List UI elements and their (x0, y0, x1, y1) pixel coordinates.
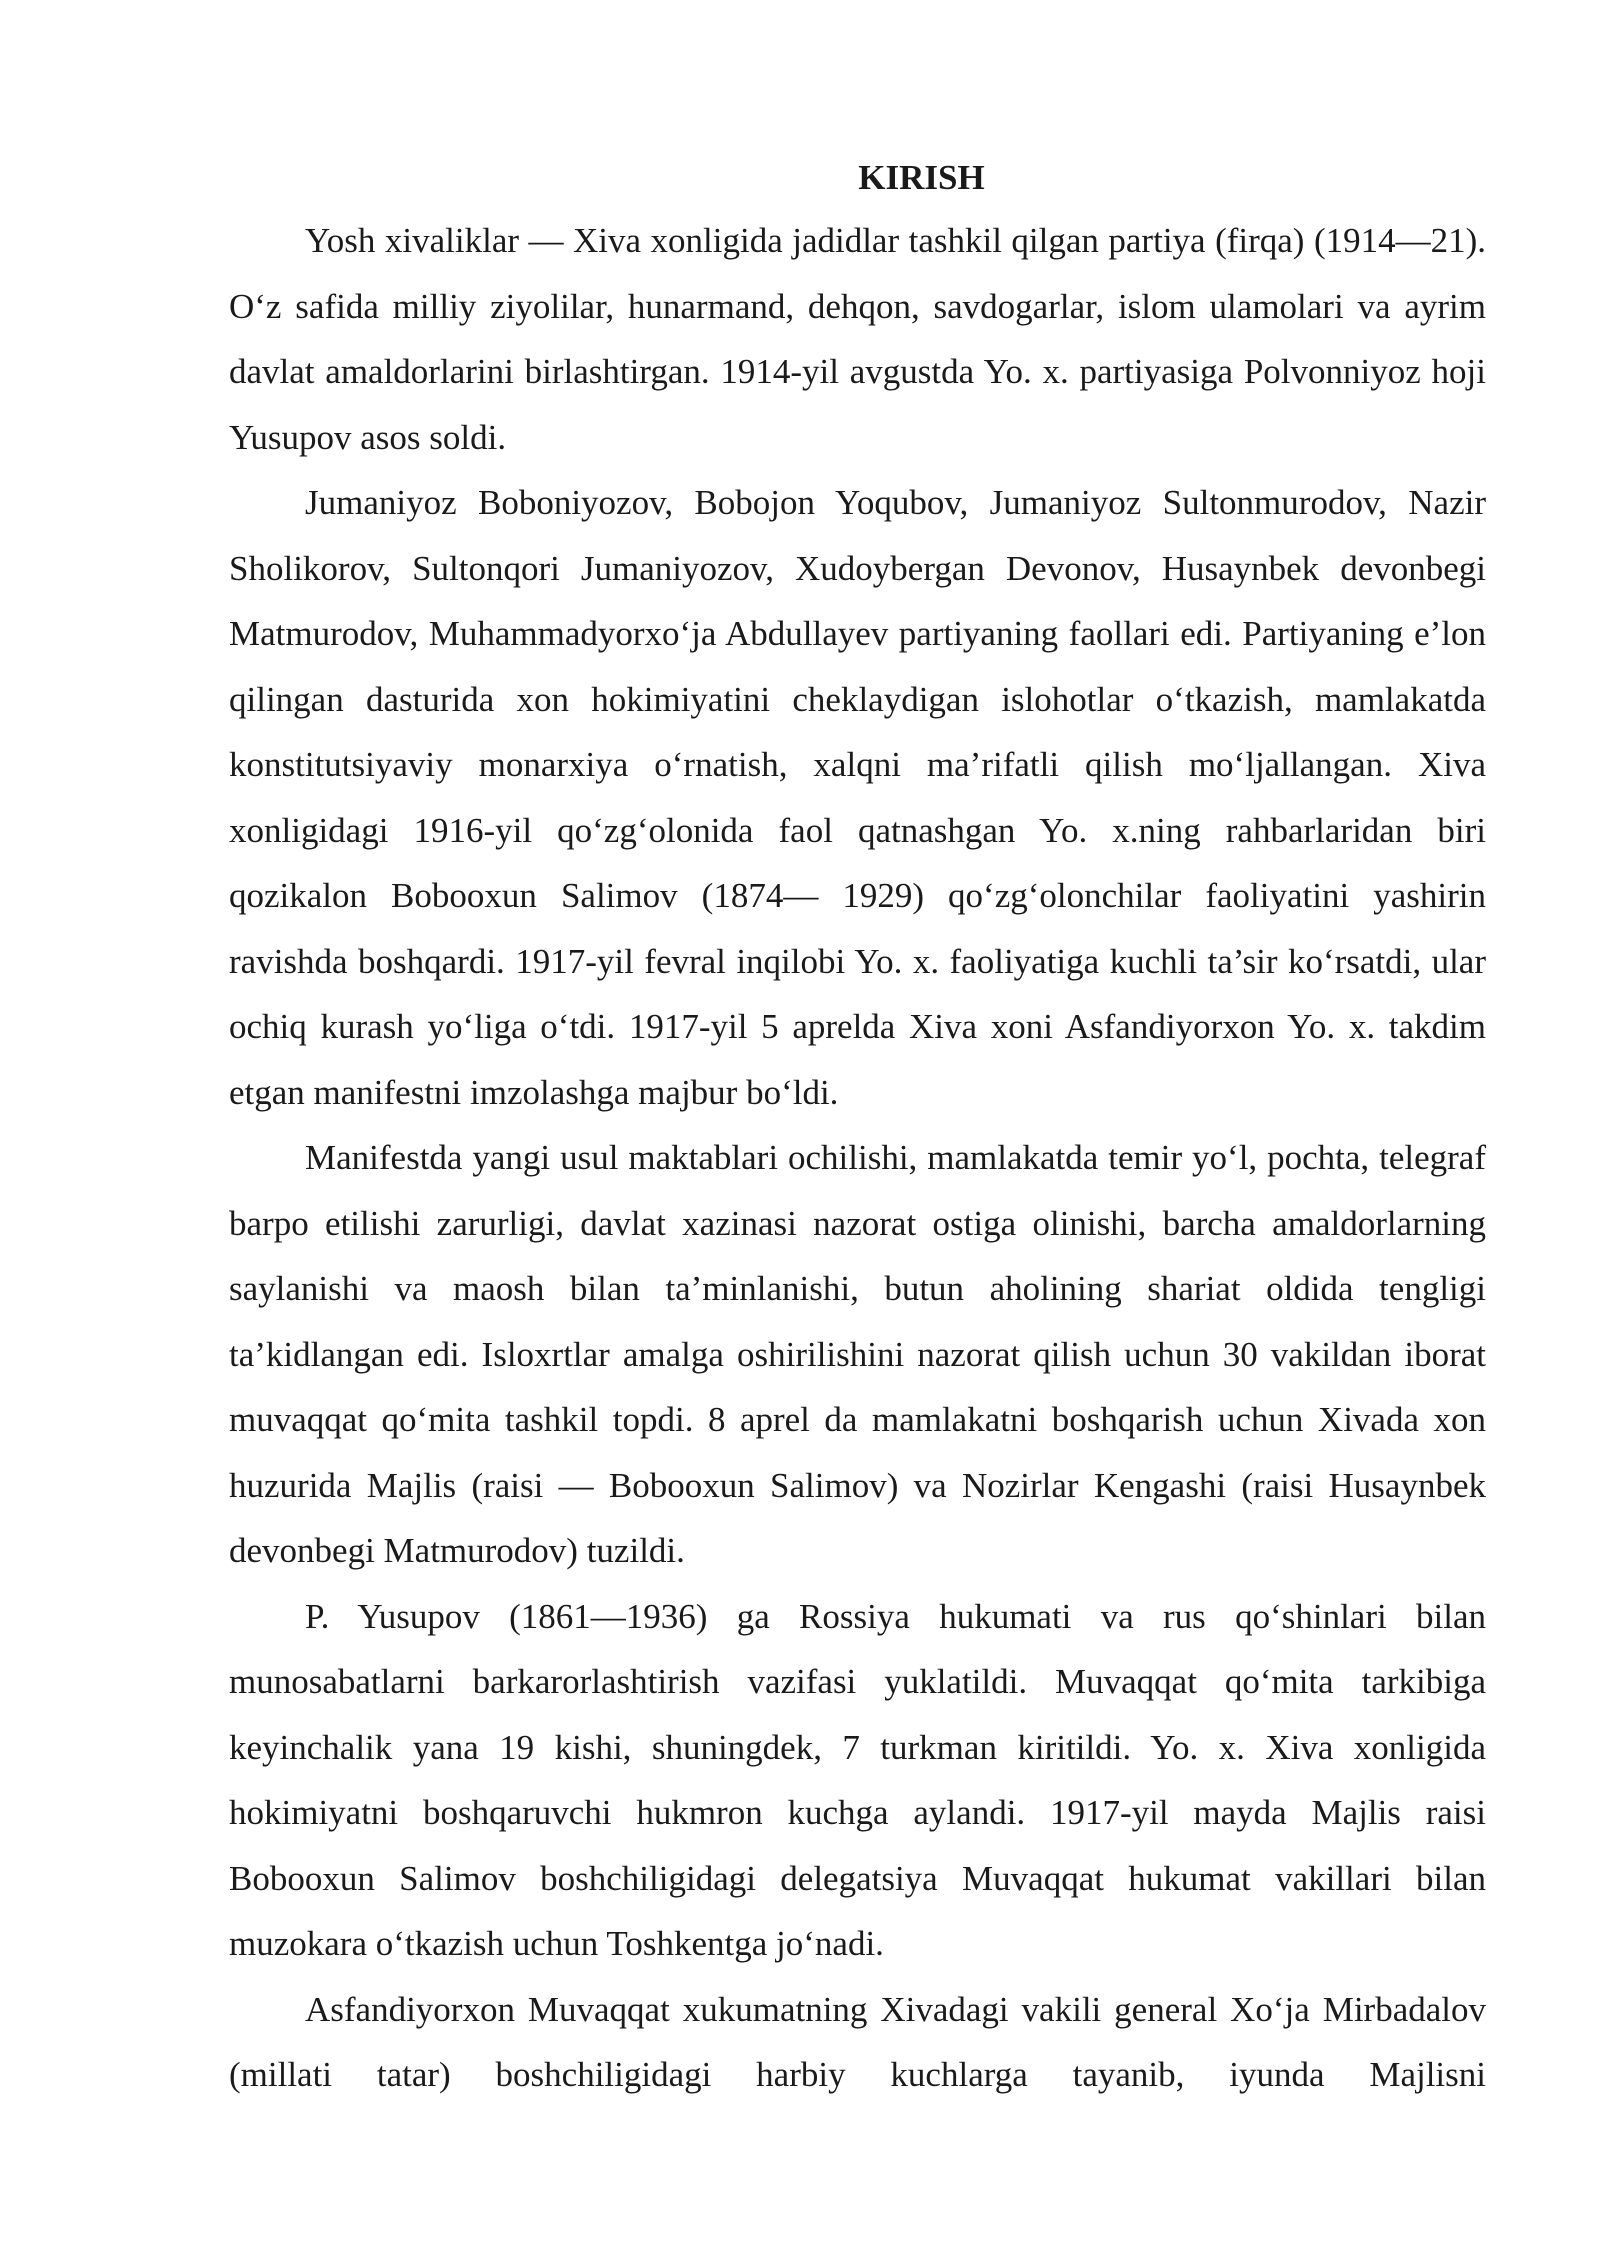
paragraph-3: Manifestda yangi usul maktablari ochilishi, mamlakatda temir yo‘l, pochta, telegraf barpo etilishi zarurligi, davlat xazinasi nazorat ostiga olinishi, barcha amaldorlarning saylanishi va maosh bilan ta’minlanishi, butun aholining shariat oldida tengligi ta’kidlangan edi. Isloxrtlar amalga oshirilishini nazorat qilish uchun 30 vakildan iborat muvaqqat qo‘mita tashkil topdi. 8 aprel da mamlakatni boshqarish uchun Xivada xon huzurida Majlis (raisi — Bobooxun Salimov) va Nozirlar Kengashi (raisi Husaynbek devonbegi Matmurodov) tuzildi. (229, 1138, 1486, 1570)
paragraph-2: Jumaniyoz Boboniyozov, Bobojon Yoqubov, Jumaniyoz Sultonmurodov, Nazir Sholikorov, Sultonqori Jumaniyozov, Xudoybergan Devonov, Husaynbek devonbegi Matmurodov, Muhammadyorxo‘ja Abdullayev partiyaning faollari edi. Partiyaning e’lon qilingan dasturida xon hokimiyatini cheklaydigan islohotlar o‘tkazish, mamlakatda konstitutsiyaviy monarxiya o‘rnatish, xalqni ma’rifatli qilish mo‘ljallangan. Xiva xonligidagi 1916-yil qo‘zg‘olonida faol qatnashgan Yo. x.ning rahbarlaridan biri qozikalon Bobooxun Salimov (1874— 1929) qo‘zg‘olonchilar faoliyatini yashirin ravishda boshqardi. 1917-yil fevral inqilobi Yo. x. faoliyatiga kuchli ta’sir ko‘rsatdi, ular ochiq kurash yo‘liga o‘tdi. 1917-yil 5 aprelda Xiva xoni Asfandiyorxon Yo. x. takdim etgan manifestni imzolashga majbur bo‘ldi. (229, 483, 1486, 1112)
paragraph-1: Yosh xivaliklar — Xiva xonligida jadidlar tashkil qilgan partiya (firqa) (1914—21). O‘z safida milliy ziyolilar, hunarmand, dehqon, savdogarlar, islom ulamolari va ayrim davlat amaldorlarini birlashtirgan. 1914-yil avgustda Yo. x. partiyasiga Polvonniyoz hoji Yusupov asos soldi. (229, 221, 1486, 457)
paragraph-5: Asfandiyorxon Muvaqqat xukumatning Xivadagi vakili general Xo‘ja Mirbadalov (millati tatar) boshchiligidagi harbiy kuchlarga tayanib, iyunda Majlisni (229, 1989, 1486, 2094)
section-title: KIRISH (858, 158, 985, 197)
document-body (229, 148, 1486, 2108)
paragraph-4: P. Yusupov (1861—1936) ga Rossiya hukumati va rus qo‘shinlari bilan munosabatlarni barkarorlashtirish vazifasi yuklatildi. Muvaqqat qo‘mita tarkibiga keyinchalik yana 19 kishi, shuningdek, 7 turkman kiritildi. Yo. x. Xiva xonligida hokimiyatni boshqaruvchi hukmron kuchga aylandi. 1917-yil mayda Majlis raisi Bobooxun Salimov boshchiligidagi delegatsiya Muvaqqat hukumat vakillari bilan muzokara o‘tkazish uchun Toshkentga jo‘nadi. (229, 1596, 1486, 1963)
